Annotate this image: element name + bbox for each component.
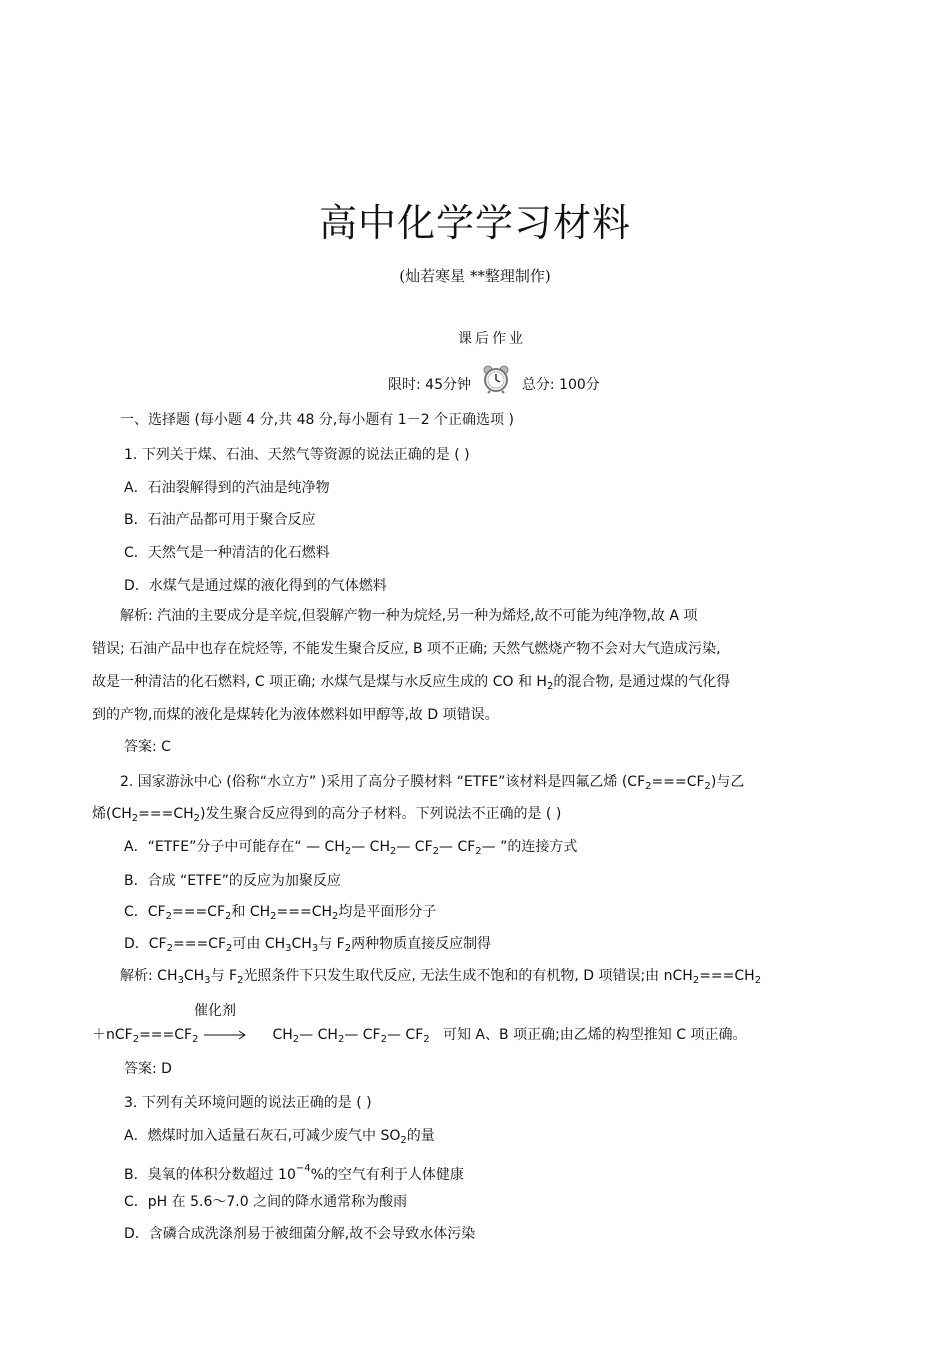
time-limit: 限时: 45分钟	[388, 377, 471, 393]
alarm-clock-icon	[481, 364, 511, 394]
q1-explanation-line-3: 故是一种清洁的化石燃料, C 项正确; 水煤气是煤与水反应生成的 CO 和 $H_2$的混合物, 是通过煤的气化得	[92, 674, 731, 692]
q3-option-a: A．燃煤时加入适量石灰石,可减少废气中 $SO_2$的量	[124, 1128, 435, 1146]
q1-option-c: C．天然气是一种清洁的化石燃料	[124, 545, 330, 561]
time-score-line	[388, 374, 600, 394]
q3-option-b: B．臭氧的体积分数超过 $10^{-4}\%$的空气有利于人体健康	[124, 1163, 464, 1183]
q2-option-d: D．$CF_2===CF_2$可由 $CH_3CH_3$与 $F_2$两种物质直接反应制得	[124, 936, 492, 954]
q1-explanation-line-4: 到的产物,而煤的液化是煤转化为液体燃料如甲醇等,故 D 项错误。	[92, 707, 499, 723]
q1-explanation-line-2: 错误; 石油产品中也存在烷烃等, 不能发生聚合反应, B 项不正确; 天然气燃烧产物不会对大气造成污染,	[92, 641, 721, 657]
catalyst-label: 催化剂	[194, 1003, 236, 1019]
q2-answer: 答案: D	[124, 1061, 172, 1077]
page-title: 高中化学学习材料	[318, 201, 631, 245]
total-score: 总分: 100分	[521, 377, 600, 393]
q1-option-a: A．石油裂解得到的汽油是纯净物	[124, 480, 330, 496]
reaction-arrow-icon	[204, 1029, 248, 1041]
q2-option-a: A．“ETFE”分子中可能存在“ — $CH_2—$ $CH_2—$ $CF_2—$ $CF_2—$ ”的连接方式	[124, 839, 578, 857]
page-subtitle: (灿若寒星 **整理制作)	[399, 267, 551, 285]
q3-option-d: D．含磷合成洗涤剂易于被细菌分解,故不会导致水体污染	[124, 1226, 476, 1242]
q2-option-b: B．合成 “ETFE”的反应为加聚反应	[124, 873, 341, 889]
q1-option-b: B．石油产品都可用于聚合反应	[124, 512, 316, 528]
q2-explanation-line-1: 解析: $CH_3CH_3$与 $F_2$光照条件下只发生取代反应, 无法生成不饱和的有机物, D 项错误;由 $nCH_2===CH_2$	[120, 968, 762, 986]
q3-option-c: C．pH 在 5.6～7.0 之间的降水通常称为酸雨	[124, 1194, 408, 1210]
q2-explanation-line-2: $+nCF_2===CF_2$ $CH_2—$ $CH_2—$ $CF_2—$ $CF_2$ 可知 A、B 项正确;由乙烯的构型推知 C 项正确。	[92, 1027, 747, 1045]
q3-stem: 3. 下列有关环境问题的说法正确的是 ( )	[124, 1095, 372, 1111]
q1-answer: 答案: C	[124, 739, 171, 755]
homework-heading: 课后作业	[458, 331, 526, 347]
q2-stem-line-1: 2. 国家游泳中心 (俗称“水立方” )采用了高分子膜材料 “ETFE”该材料是四氟乙烯 $(CF_2===CF_2)$与乙	[120, 774, 745, 792]
q1-stem: 1. 下列关于煤、石油、天然气等资源的说法正确的是 ( )	[124, 447, 470, 463]
q2-stem-line-2: 烯$(CH_2===CH_2)$发生聚合反应得到的高分子材料。下列说法不正确的是 ( )	[92, 806, 562, 824]
q2-option-c: C．$CF_2===CF_2$和 $CH_2===CH_2$均是平面形分子	[124, 904, 437, 922]
q1-option-d: D．水煤气是通过煤的液化得到的气体燃料	[124, 578, 387, 594]
q1-explanation-line-1: 解析: 汽油的主要成分是辛烷,但裂解产物一种为烷烃,另一种为烯烃,故不可能为纯净物,故 A 项	[120, 608, 698, 624]
section-heading: 一、选择题 (每小题 4 分,共 48 分,每小题有 1－2 个正确选项 )	[120, 412, 514, 428]
